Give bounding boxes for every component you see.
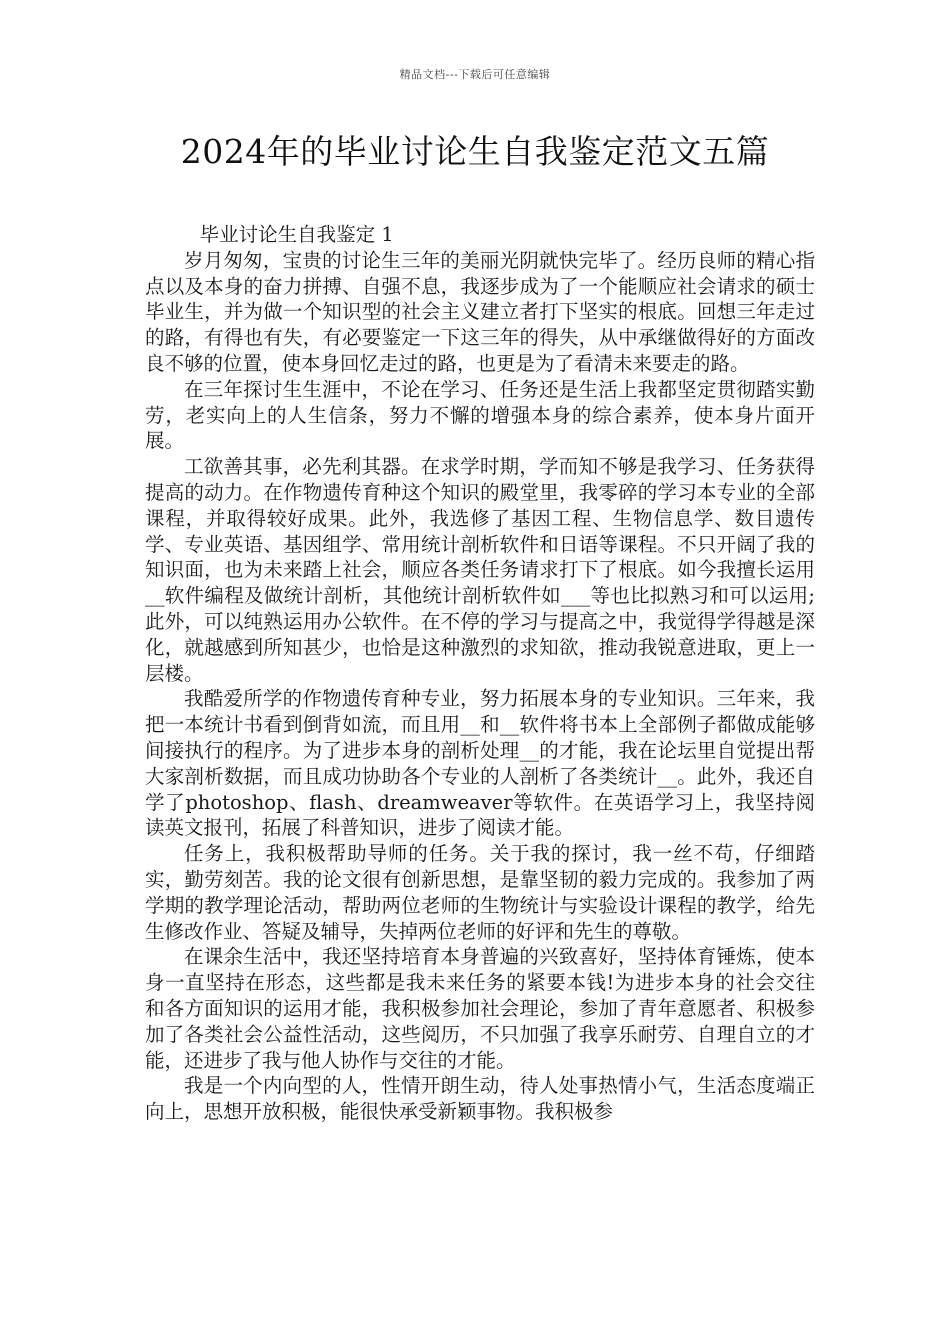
paragraph-4: 我酷爱所学的作物遗传育种专业，努力拓展本身的专业知识。三年来，我把一本统计书看到倒背如流，而且用__和__软件将书本上全部例子都做成能够间接执行的程序。为了进步本身的剖析处理__的才能，我在论坛里自觉提出帮大家剖析数据，而且成功协助各个专业的人剖析了各类统计__。此外，我还自学了photoshop、flash、dreamweaver等软件。在英语学习上，我坚持阅读英文报刊，拓展了科普知识，进步了阅读才能。 bbox=[145, 687, 815, 840]
paragraph-2: 在三年探讨生生涯中，不论在学习、任务还是生活上我都坚定贯彻踏实勤劳，老实向上的人生信条，努力不懈的增强本身的综合素养，使本身片面开展。 bbox=[145, 377, 815, 453]
paragraph-7: 我是一个内向型的人，性情开朗生动，待人处事热情小气，生活态度端正向上，思想开放积极，能很快承受新颖事物。我积极参 bbox=[145, 1074, 815, 1124]
header-note: 精品文档---下载后可任意编辑 bbox=[399, 68, 551, 81]
section-heading: 毕业讨论生自我鉴定 1 bbox=[199, 223, 394, 246]
paragraph-6: 在课余生活中，我还坚持培育本身普遍的兴致喜好，坚持体育锤炼，使本身一直坚持在形态，这些都是我未来任务的紧要本钱!为进步本身的社会交往和各方面知识的运用才能，我积极参加社会理论，参加了青年意愿者、积极参加了各类社会公益性活动，这些阅历，不只加强了我享乐耐劳、自理自立的才能，还进步了我与他人协作与交往的才能。 bbox=[145, 945, 815, 1072]
paragraph-1: 岁月匆匆，宝贵的讨论生三年的美丽光阴就快完毕了。经历良师的精心指点以及本身的奋力拼搏、自强不息，我逐步成为了一个能顺应社会请求的硕士毕业生，并为做一个知识型的社会主义建立者打下坚实的根底。回想三年走过的路，有得也有失，有必要鉴定一下这三年的得失，从中承继做得好的方面改良不够的位置，使本身回忆走过的路，也更是为了看清未来要走的路。 bbox=[145, 248, 815, 375]
paragraph-3: 工欲善其事，必先利其器。在求学时期，学而知不够是我学习、任务获得提高的动力。在作物遗传育种这个知识的殿堂里，我零碎的学习本专业的全部课程，并取得较好成果。此外，我选修了基因工程、生物信息学、数目遗传学、专业英语、基因组学、常用统计剖析软件和日语等课程。不只开阔了我的知识面，也为未来踏上社会，顺应各类任务请求打下了根底。如今我擅长运用__软件编程及做统计剖析，其他统计剖析软件如___等也比拟熟习和可以运用;此外，可以纯熟运用办公软件。在不停的学习与提高之中，我觉得学得越是深化，就越感到所知甚少，也恰是这种激烈的求知欲，推动我锐意进取，更上一层楼。 bbox=[145, 455, 815, 685]
document-title: 2024年的毕业讨论生自我鉴定范文五篇 bbox=[180, 132, 770, 171]
document-body bbox=[145, 222, 815, 1125]
paragraph-5: 任务上，我积极帮助导师的任务。关于我的探讨，我一丝不苟，仔细踏实，勤劳刻苦。我的论文很有创新思想，是靠坚韧的毅力完成的。我参加了两学期的教学理论活动，帮助两位老师的生物统计与实验设计课程的教学，给先生修改作业、答疑及辅导，失掉两位老师的好评和先生的尊敬。 bbox=[145, 842, 815, 943]
